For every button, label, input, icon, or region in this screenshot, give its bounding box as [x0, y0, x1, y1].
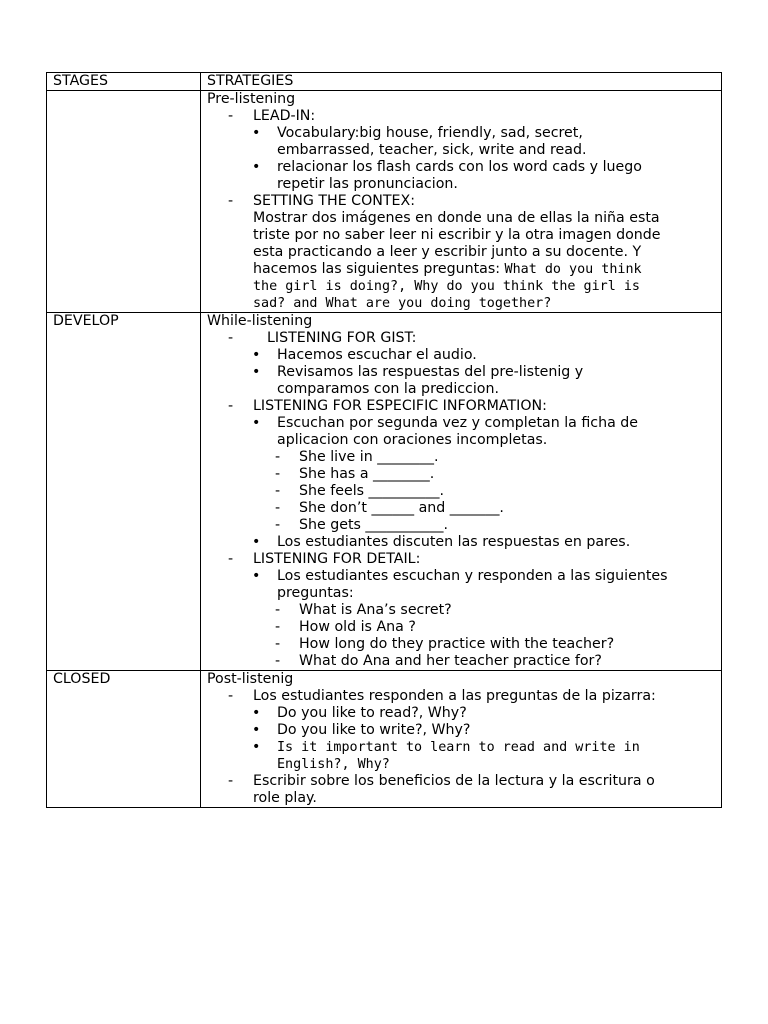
list-item-continuation: English?, Why?: [277, 757, 390, 772]
stage-closed: CLOSED: [47, 671, 201, 808]
list-item: - LISTENING FOR GIST:: [228, 330, 417, 346]
list-item: • Is it important to learn to read and write in: [252, 739, 640, 755]
list-item: - She has a ________.: [275, 466, 435, 482]
list-item-continuation: aplicacion con oraciones incompletas.: [277, 432, 548, 448]
list-item: • Los estudiantes escuchan y responden a las siguientes: [252, 568, 668, 584]
list-item: - She feels __________.: [275, 483, 444, 499]
list-item-continuation: preguntas:: [277, 585, 354, 601]
stage-develop: DEVELOP: [47, 313, 201, 671]
develop-row: [47, 313, 722, 671]
closed-row: [47, 671, 722, 808]
list-item: - Escribir sobre los beneficios de la lectura y la escritura o: [228, 773, 655, 789]
paragraph-line: esta practicando a leer y escribir junto a su docente. Y: [253, 244, 642, 260]
stage-cell-empty: [47, 91, 201, 313]
list-item-continuation: comparamos con la prediccion.: [277, 381, 499, 397]
stages-header: STAGES: [47, 73, 201, 91]
paragraph-line: triste por no saber leer ni escribir y la otra imagen donde: [253, 227, 661, 243]
paragraph-line: Mostrar dos imágenes en donde una de ellas la niña esta: [253, 210, 660, 226]
stage-title: Post-listenig: [207, 671, 294, 687]
list-item: - LEAD-IN:: [228, 108, 316, 124]
paragraph-line: hacemos las siguientes preguntas: What do you think: [253, 261, 642, 277]
header-row: [47, 73, 722, 91]
list-item-continuation: repetir las pronunciacion.: [277, 176, 458, 192]
pre-listening-strategies: [201, 91, 722, 313]
list-item: • Los estudiantes discuten las respuestas en pares.: [252, 534, 631, 550]
list-item: • Revisamos las respuestas del pre-listenig y: [252, 364, 584, 380]
post-listening-strategies: [201, 671, 722, 808]
while-listening-strategies: [201, 313, 722, 671]
list-item-continuation: embarrassed, teacher, sick, write and read.: [277, 142, 587, 158]
list-item: - She gets ___________.: [275, 517, 448, 533]
list-item-continuation: role play.: [253, 790, 317, 806]
list-item: • Do you like to read?, Why?: [252, 705, 467, 721]
list-item: - SETTING THE CONTEX:: [228, 193, 415, 209]
list-item: • Do you like to write?, Why?: [252, 722, 471, 738]
list-item: - LISTENING FOR DETAIL:: [228, 551, 421, 567]
list-item: - She live in ________.: [275, 449, 439, 465]
stage-title: Pre-listening: [207, 91, 296, 107]
list-item: • relacionar los flash cards con los word cads y luego: [252, 159, 642, 175]
pre-listening-row: [47, 91, 722, 313]
lesson-plan-table: [46, 72, 722, 808]
list-item: - What is Ana’s secret?: [275, 602, 452, 618]
list-item: • Vocabulary:big house, friendly, sad, secret,: [252, 125, 583, 141]
list-item: - What do Ana and her teacher practice for?: [275, 653, 602, 669]
list-item: • Hacemos escuchar el audio.: [252, 347, 477, 363]
stage-title: While-listening: [207, 313, 313, 329]
list-item: • Escuchan por segunda vez y completan la ficha de: [252, 415, 639, 431]
strategies-header: STRATEGIES: [201, 73, 722, 91]
list-item: - How long do they practice with the teacher?: [275, 636, 615, 652]
paragraph-line: sad? and What are you doing together?: [253, 296, 552, 311]
list-item: - Los estudiantes responden a las preguntas de la pizarra:: [228, 688, 656, 704]
paragraph-line: the girl is doing?, Why do you think the girl is: [253, 279, 640, 294]
list-item: - How old is Ana ?: [275, 619, 416, 635]
list-item: - LISTENING FOR ESPECIFIC INFORMATION:: [228, 398, 547, 414]
list-item: - She don’t ______ and _______.: [275, 500, 504, 516]
